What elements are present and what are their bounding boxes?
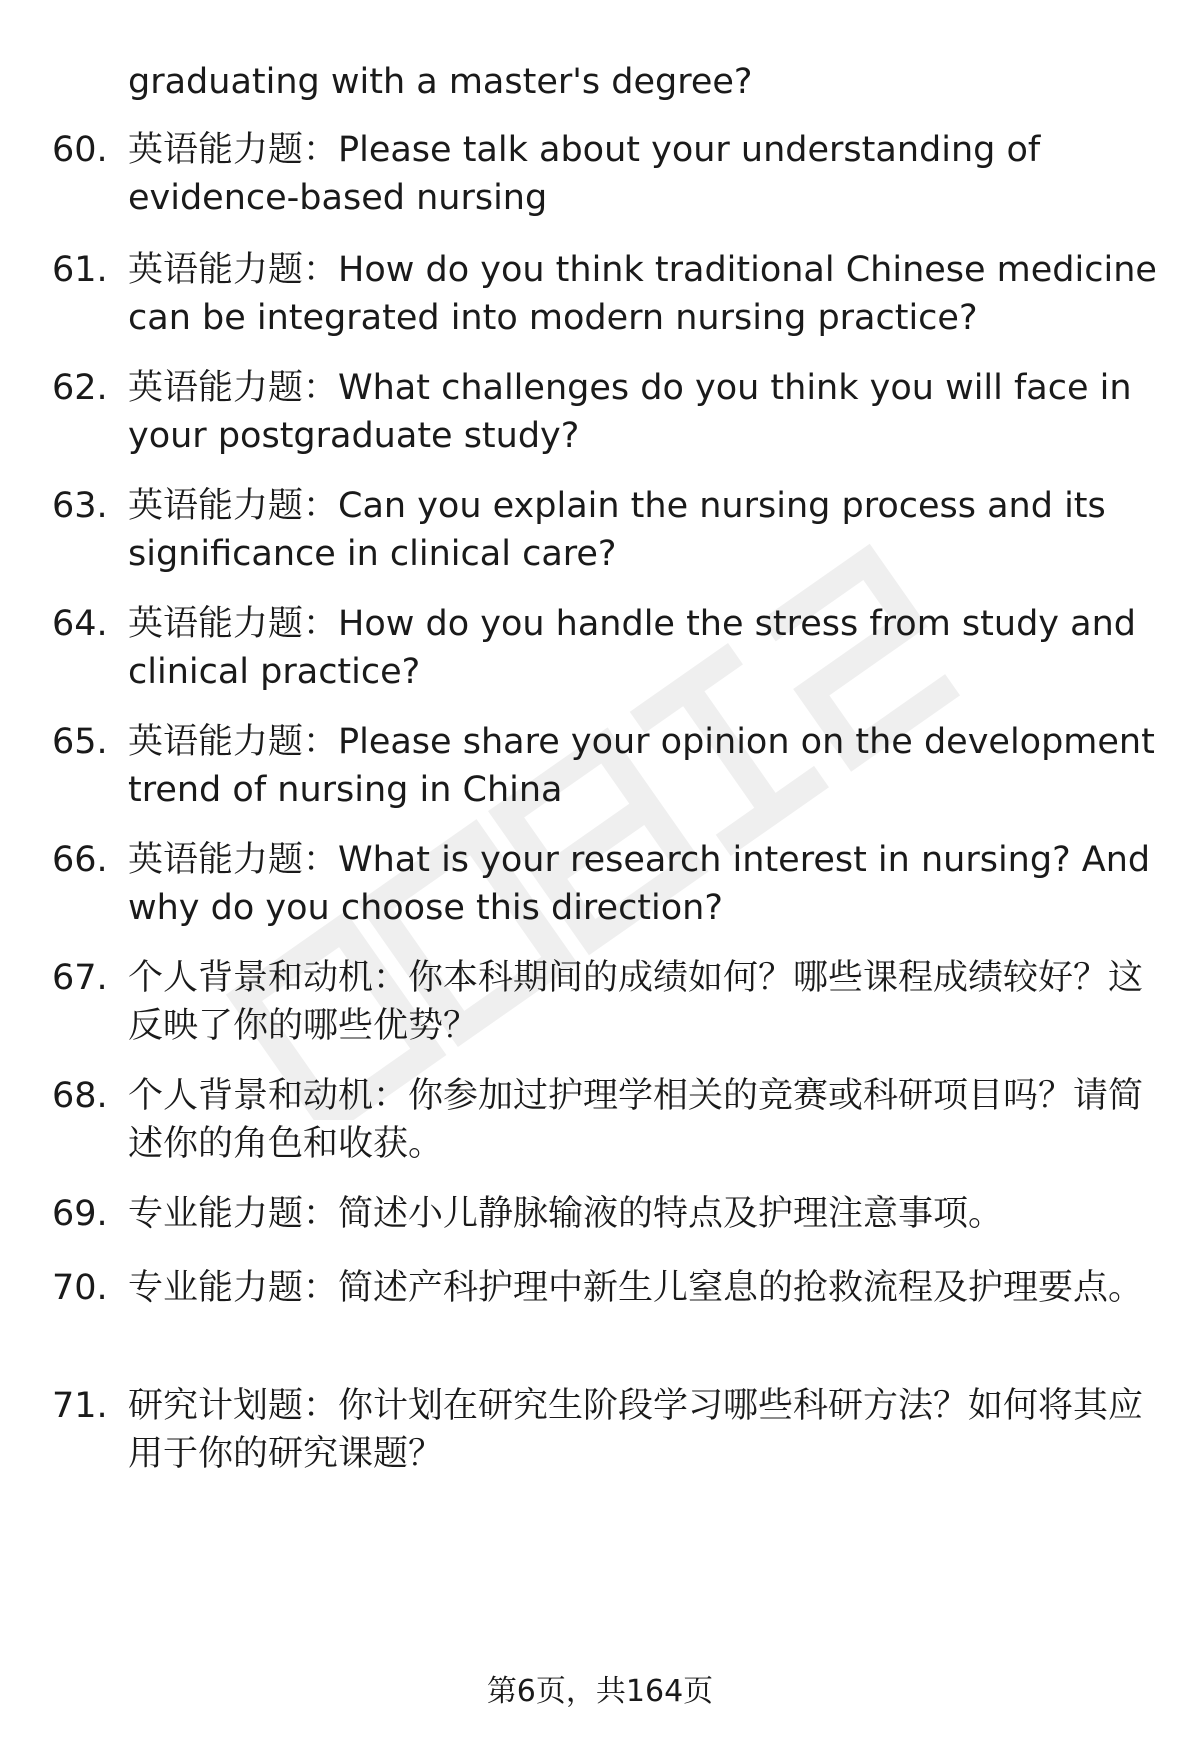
question-number: 61.	[52, 250, 108, 290]
question-number: 66.	[52, 840, 108, 880]
continuation-text: graduating with a master's degree?	[128, 62, 753, 102]
question-number: 63.	[52, 486, 108, 526]
question-text: 专业能力题：简述小儿静脉输液的特点及护理注意事项。	[128, 1194, 1004, 1234]
question-number: 65.	[52, 722, 108, 762]
question-number: 68.	[52, 1076, 108, 1116]
question-number: 71.	[52, 1386, 108, 1426]
question-number: 70.	[52, 1268, 108, 1308]
question-text: 英语能力题：How do you handle the stress from study and clinical practice?	[128, 604, 1136, 692]
question-number: 64.	[52, 604, 108, 644]
page-footer: 第6页，共164页	[486, 1674, 714, 1709]
question-text: 个人背景和动机：你本科期间的成绩如何？哪些课程成绩较好？这反映了你的哪些优势？	[128, 958, 1144, 1046]
question-number: 62.	[52, 368, 108, 408]
question-text: 专业能力题：简述产科护理中新生儿窒息的抢救流程及护理要点。	[128, 1268, 1144, 1308]
question-text: 英语能力题：How do you think traditional Chinese medicine can be integrated into modern nursing practice?	[128, 250, 1157, 338]
question-text: 英语能力题：What challenges do you think you will face in your postgraduate study?	[128, 368, 1132, 456]
question-text: 英语能力题：Can you explain the nursing process and its significance in clinical care?	[128, 486, 1106, 574]
question-text: 英语能力题：Please talk about your understanding of evidence-based nursing	[128, 130, 1041, 218]
question-number: 69.	[52, 1194, 108, 1234]
question-number: 67.	[52, 958, 108, 998]
question-text: 英语能力题：What is your research interest in nursing? And why do you choose this direction?	[128, 840, 1151, 928]
question-text: 英语能力题：Please share your opinion on the development trend of nursing in China	[128, 722, 1155, 810]
question-text: 研究计划题：你计划在研究生阶段学习哪些科研方法？如何将其应用于你的研究课题？	[128, 1386, 1144, 1474]
question-text: 个人背景和动机：你参加过护理学相关的竞赛或科研项目吗？请简述你的角色和收获。	[128, 1076, 1144, 1164]
question-number: 60.	[52, 130, 108, 170]
